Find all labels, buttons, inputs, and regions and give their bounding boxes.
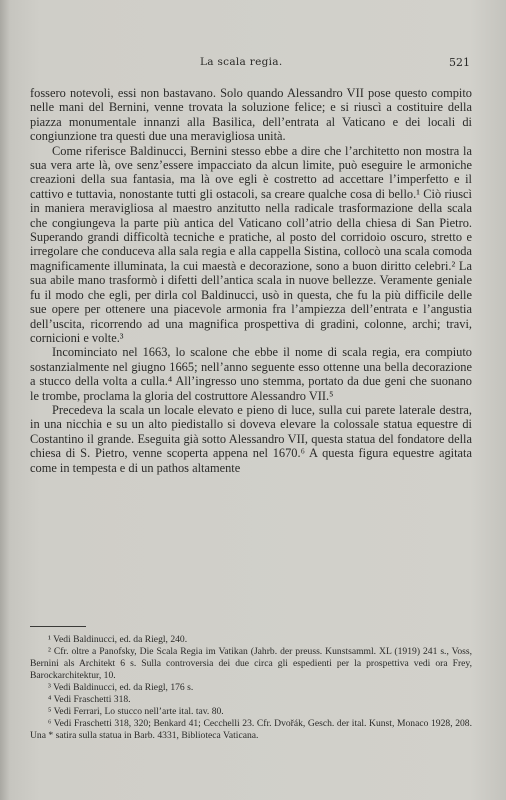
body-text bbox=[30, 86, 472, 475]
paragraph-3: Incominciato nel 1663, lo scalone che ebbe il nome di scala regia, era compiuto sostanzialmente nel giugno 1665; nell’anno seguente esso ottenne una bella decorazione a stucco della volta a culla.⁴ All’ingresso uno stemma, portato da due geni che suonano le trombe, proclama la gloria del costruttore Alessandro VII.⁵ bbox=[30, 345, 472, 403]
footnotes bbox=[30, 634, 472, 742]
paragraph-2: Come riferisce Baldinucci, Bernini stesso ebbe a dire che l’architetto non mostra la sua vera arte là, ove senz’essere impacciato da alcun limite, può eseguire le armoniche creazioni della sua fantasia, ma là ove egli è costretto ad accettare l’imperfetto e il cattivo e tuttavia, nonostante tutti gli ostacoli, sa creare qualche cosa di bello.¹ Ciò riuscì in maniera meravigliosa al maestro anzitutto nella radicale trasformazione della scala che congiungeva la parte più antica del Vaticano coll’atrio della chiesa di San Pietro. Superando grandi difficoltà tecniche e pratiche, al posto del corridoio oscuro, stretto e irregolare che conduceva alla sala regia e alla cappella Sistina, collocò una scala comoda magnificamente illuminata, la cui maestà e decorazione, sono a buon diritto celebri.² La sua abile mano trasformò i difetti dell’antica scala in nuove bellezze. Veramente geniale fu il modo che egli, per dirla col Baldinucci, usò in questa, che fu la più difficile delle sue opere per ottenere una piacevole armonia fra l’ampiezza dell’entrata e l’angustia dell’uscita, ricorrendo ad una magnifica prospettiva di gradini, colonne, archi; travi, cornicioni e volte.³ bbox=[30, 143, 472, 345]
page-header bbox=[30, 56, 470, 70]
footnote-4: ⁴ Vedi Fraschetti 318. bbox=[48, 694, 131, 705]
footnote-1: ¹ Vedi Baldinucci, ed. da Riegl, 240. bbox=[48, 634, 188, 645]
footnote-3: ³ Vedi Baldinucci, ed. da Riegl, 176 s. bbox=[48, 682, 194, 693]
paragraph-4: Precedeva la scala un locale elevato e pieno di luce, sulla cui parete laterale destra, in una nicchia e su un alto piedistallo si doveva elevare la colossale statua equestre di Costantino il grande. Eseguita già sotto Alessandro VII, questa statua del fondatore della chiesa di S. Pietro, venne scoperta appena nel 1670.⁶ A questa figura equestre agitata come in tempesta e di un pathos altamente bbox=[30, 402, 472, 475]
footnote-5: ⁵ Vedi Ferrari, Lo stucco nell’arte ital. tav. 80. bbox=[48, 706, 224, 717]
paragraph-1: fossero notevoli, essi non bastavano. Solo quando Alessandro VII pose questo compito nelle mani del Bernini, venne trovata la soluzione felice; e si riuscì a costituire della piazza monumentale innanzi alla Basilica, dell’entrata al Vaticano e dei locali di congiunzione tra questi due una meravigliosa unità. bbox=[30, 86, 472, 144]
running-title: La scala regia. bbox=[200, 56, 283, 68]
footnote-2: ² Cfr. oltre a Panofsky, Die Scala Regia im Vatikan (Jahrb. der preuss. Kunstsamml. XL (1919) 241 s., Voss, Bernini als Architekt 6 s. Sulla controversia dei due circa gli espedienti per la prospettiva vedi ora Frey, Barockarchitektur, 10. bbox=[30, 646, 472, 681]
footnote-divider bbox=[30, 626, 86, 627]
footnote-6: ⁶ Vedi Fraschetti 318, 320; Benkard 41; Cecchelli 23. Cfr. Dvořák, Gesch. der ital. Kunst, Monaco 1928, 208. Una * satira sulla statua in Barb. 4331, Biblioteca Vaticana. bbox=[30, 718, 472, 741]
page-number: 521 bbox=[449, 56, 470, 69]
